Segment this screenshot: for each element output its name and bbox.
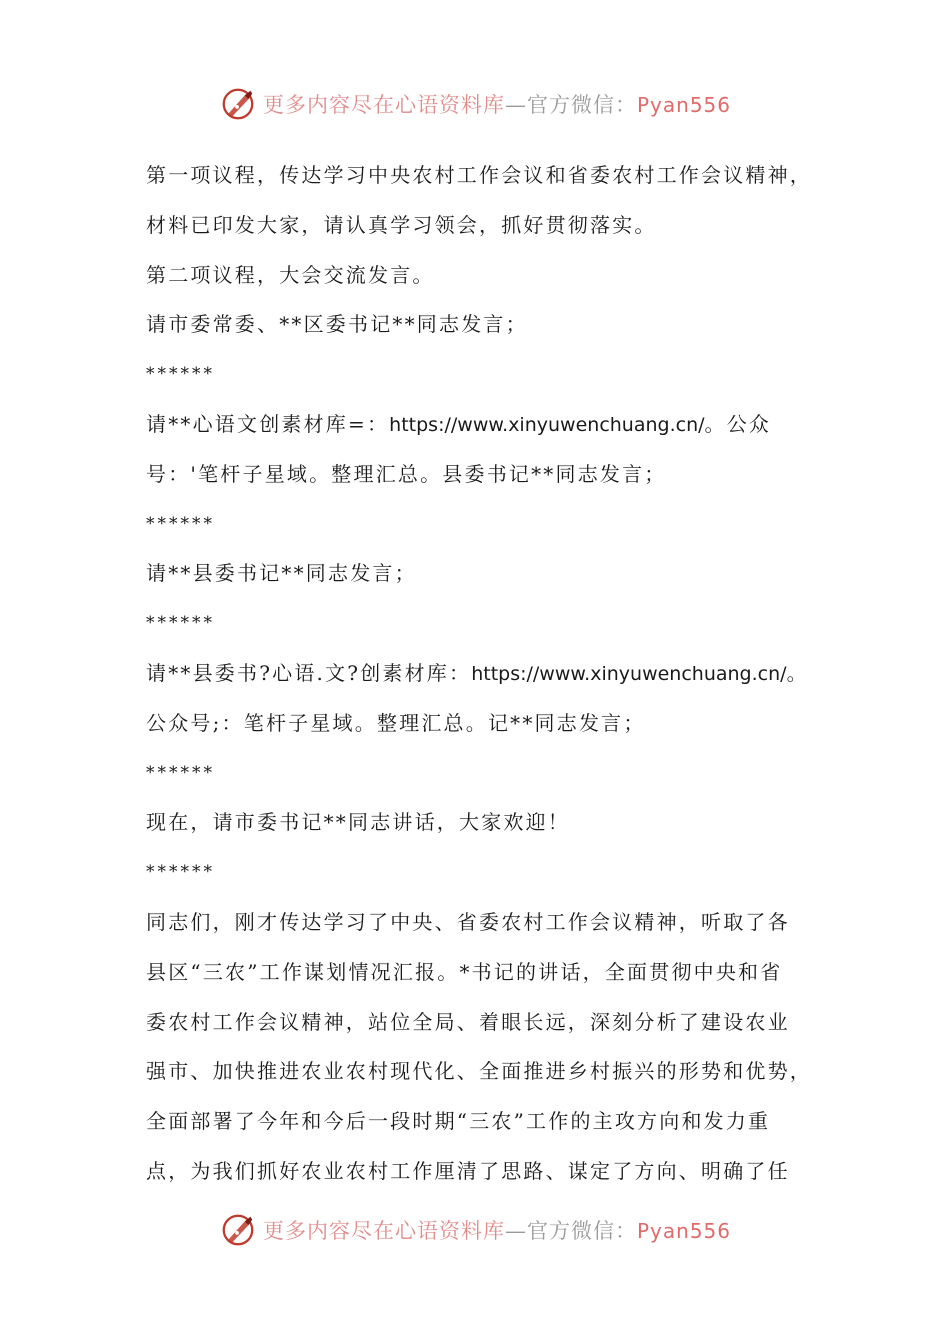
body-line-14: 现在，请市委书记**同志讲话，大家欢迎！ [146, 810, 570, 835]
footer-watermark [0, 1210, 950, 1250]
body-line-19: 强市、加快推进农业农村现代化、全面推进乡村振兴的形势和优势， [146, 1059, 812, 1084]
url-line-prefix: 请**心语文创素材库=： [146, 411, 390, 436]
body-line-1: 第一项议程，传达学习中央农村工作会议和省委农村工作会议精神， [146, 163, 812, 187]
body-line-17: 县区“三农”工作谋划情况汇报。*书记的讲话，全面贯彻中央和省 [146, 959, 783, 984]
watermark-text [263, 89, 731, 119]
header-watermark [0, 84, 950, 124]
url-line-suffix: 。 [786, 660, 809, 685]
separator-stars: ****** [146, 613, 215, 634]
body-line-20: 全面部署了今年和今后一段时期“三农”工作的主攻方向和发力重 [146, 1109, 771, 1134]
body-line-2: 材料已印发大家，请认真学习领会，抓好贯彻落实。 [146, 212, 657, 237]
body-line-url-1 [146, 400, 814, 450]
body-line-9: 请**县委书记**同志发言； [146, 561, 417, 586]
watermark-official-label: 官方微信： [526, 1219, 637, 1243]
url-line-suffix: 。公众 [704, 411, 772, 436]
separator-stars: ****** [146, 364, 215, 385]
body-line-21: 点，为我们抓好农业农村工作厘清了思路、谋定了方向、明确了任 [146, 1158, 790, 1183]
pen-nib-logo-icon [219, 85, 257, 123]
separator-stars: ****** [146, 762, 215, 783]
watermark-separator: — [504, 93, 527, 117]
url-line-prefix: 请**县委书?心语.文?创素材库： [146, 660, 472, 685]
watermark-account: Pyan556 [636, 1219, 731, 1243]
separator-stars: ****** [146, 862, 215, 883]
watermark-text [263, 1215, 731, 1245]
watermark-account: Pyan556 [636, 93, 731, 117]
body-line-18: 委农村工作会议精神，站位全局、着眼长远，深刻分析了建设农业 [146, 1009, 790, 1034]
body-line-16: 同志们，刚才传达学习了中央、省委农村工作会议精神，听取了各 [146, 909, 790, 934]
pen-nib-logo-icon [219, 1211, 257, 1249]
body-line-12: 公众号;：笔杆子星域。整理汇总。记**同志发言； [146, 710, 646, 735]
body-line-3: 第二项议程，大会交流发言。 [146, 262, 435, 287]
watermark-brand: 更多内容尽在心语资料库 [262, 1219, 505, 1243]
body-line-7: 号：'笔杆子星域。整理汇总。县委书记**同志发言； [146, 461, 667, 486]
document-body [146, 151, 814, 1197]
body-line-4: 请市委常委、**区委书记**同志发言； [146, 312, 528, 337]
website-link[interactable]: https://www.xinyuwenchuang.cn/ [471, 662, 787, 685]
watermark-separator: — [504, 1219, 527, 1243]
website-link[interactable]: https://www.xinyuwenchuang.cn/ [389, 413, 705, 436]
body-line-url-2 [146, 649, 814, 699]
watermark-official-label: 官方微信： [526, 93, 637, 117]
watermark-brand: 更多内容尽在心语资料库 [262, 93, 505, 117]
separator-stars: ****** [146, 513, 215, 534]
